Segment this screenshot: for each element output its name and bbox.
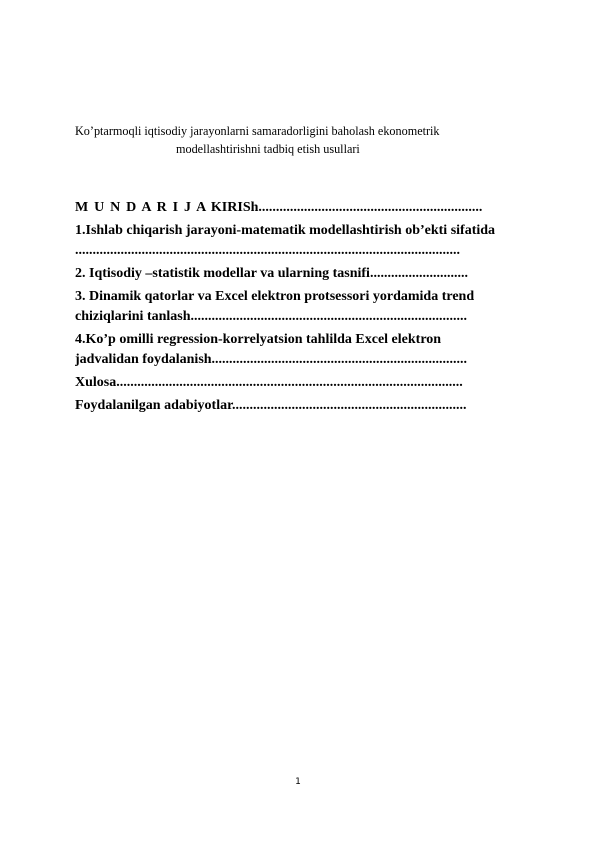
document-title-line-1: Ko’ptarmoqli iqtisodiy jarayonlarni samaradorligini baholash ekonometrik [75,124,440,138]
toc-heading: M U N D A R I J A [75,200,208,215]
toc-item-references[interactable] [75,396,565,416]
toc-item-intro[interactable] [75,198,565,218]
toc-item-1-line-1: 1.Ishlab chiqarish jarayoni-matematik modellashtirish ob’ekti sifatida [75,223,496,238]
toc-item-2-label: 2. Iqtisodiy –statistik modellar va ularning tasnifi............................ [75,266,468,281]
toc-item-4-line-2: jadvalidan foydalanish......................................................................... [75,352,468,367]
toc-item-conclusion[interactable] [75,373,565,393]
toc-item-references-label: Foydalanilgan adabiyotlar................................................................... [75,398,467,413]
toc-item-3[interactable] [75,287,565,327]
toc-item-conclusion-label: Xulosa................................................................................................... [75,375,463,390]
page-number: 1 [295,777,301,787]
table-of-contents [75,198,565,419]
toc-item-2[interactable] [75,264,565,284]
toc-item-3-line-2: chiziqlarini tanlash............................................................................... [75,309,468,324]
toc-item-3-line-1: 3. Dinamik qatorlar va Excel elektron protsessori yordamida trend [75,289,475,304]
toc-item-intro-label: KIRISh................................................................ [210,200,483,215]
toc-item-4-line-1: 4.Ko’p omilli regression-korrelyatsion tahlilda Excel elektron [75,332,442,347]
document-title [75,122,525,158]
toc-item-1[interactable] [75,221,565,261]
document-title-line-2: modellashtirishni tadbiq etish usullari [176,142,360,156]
toc-item-1-line-2: .............................................................................................................. [75,243,460,258]
toc-item-4[interactable] [75,330,565,370]
